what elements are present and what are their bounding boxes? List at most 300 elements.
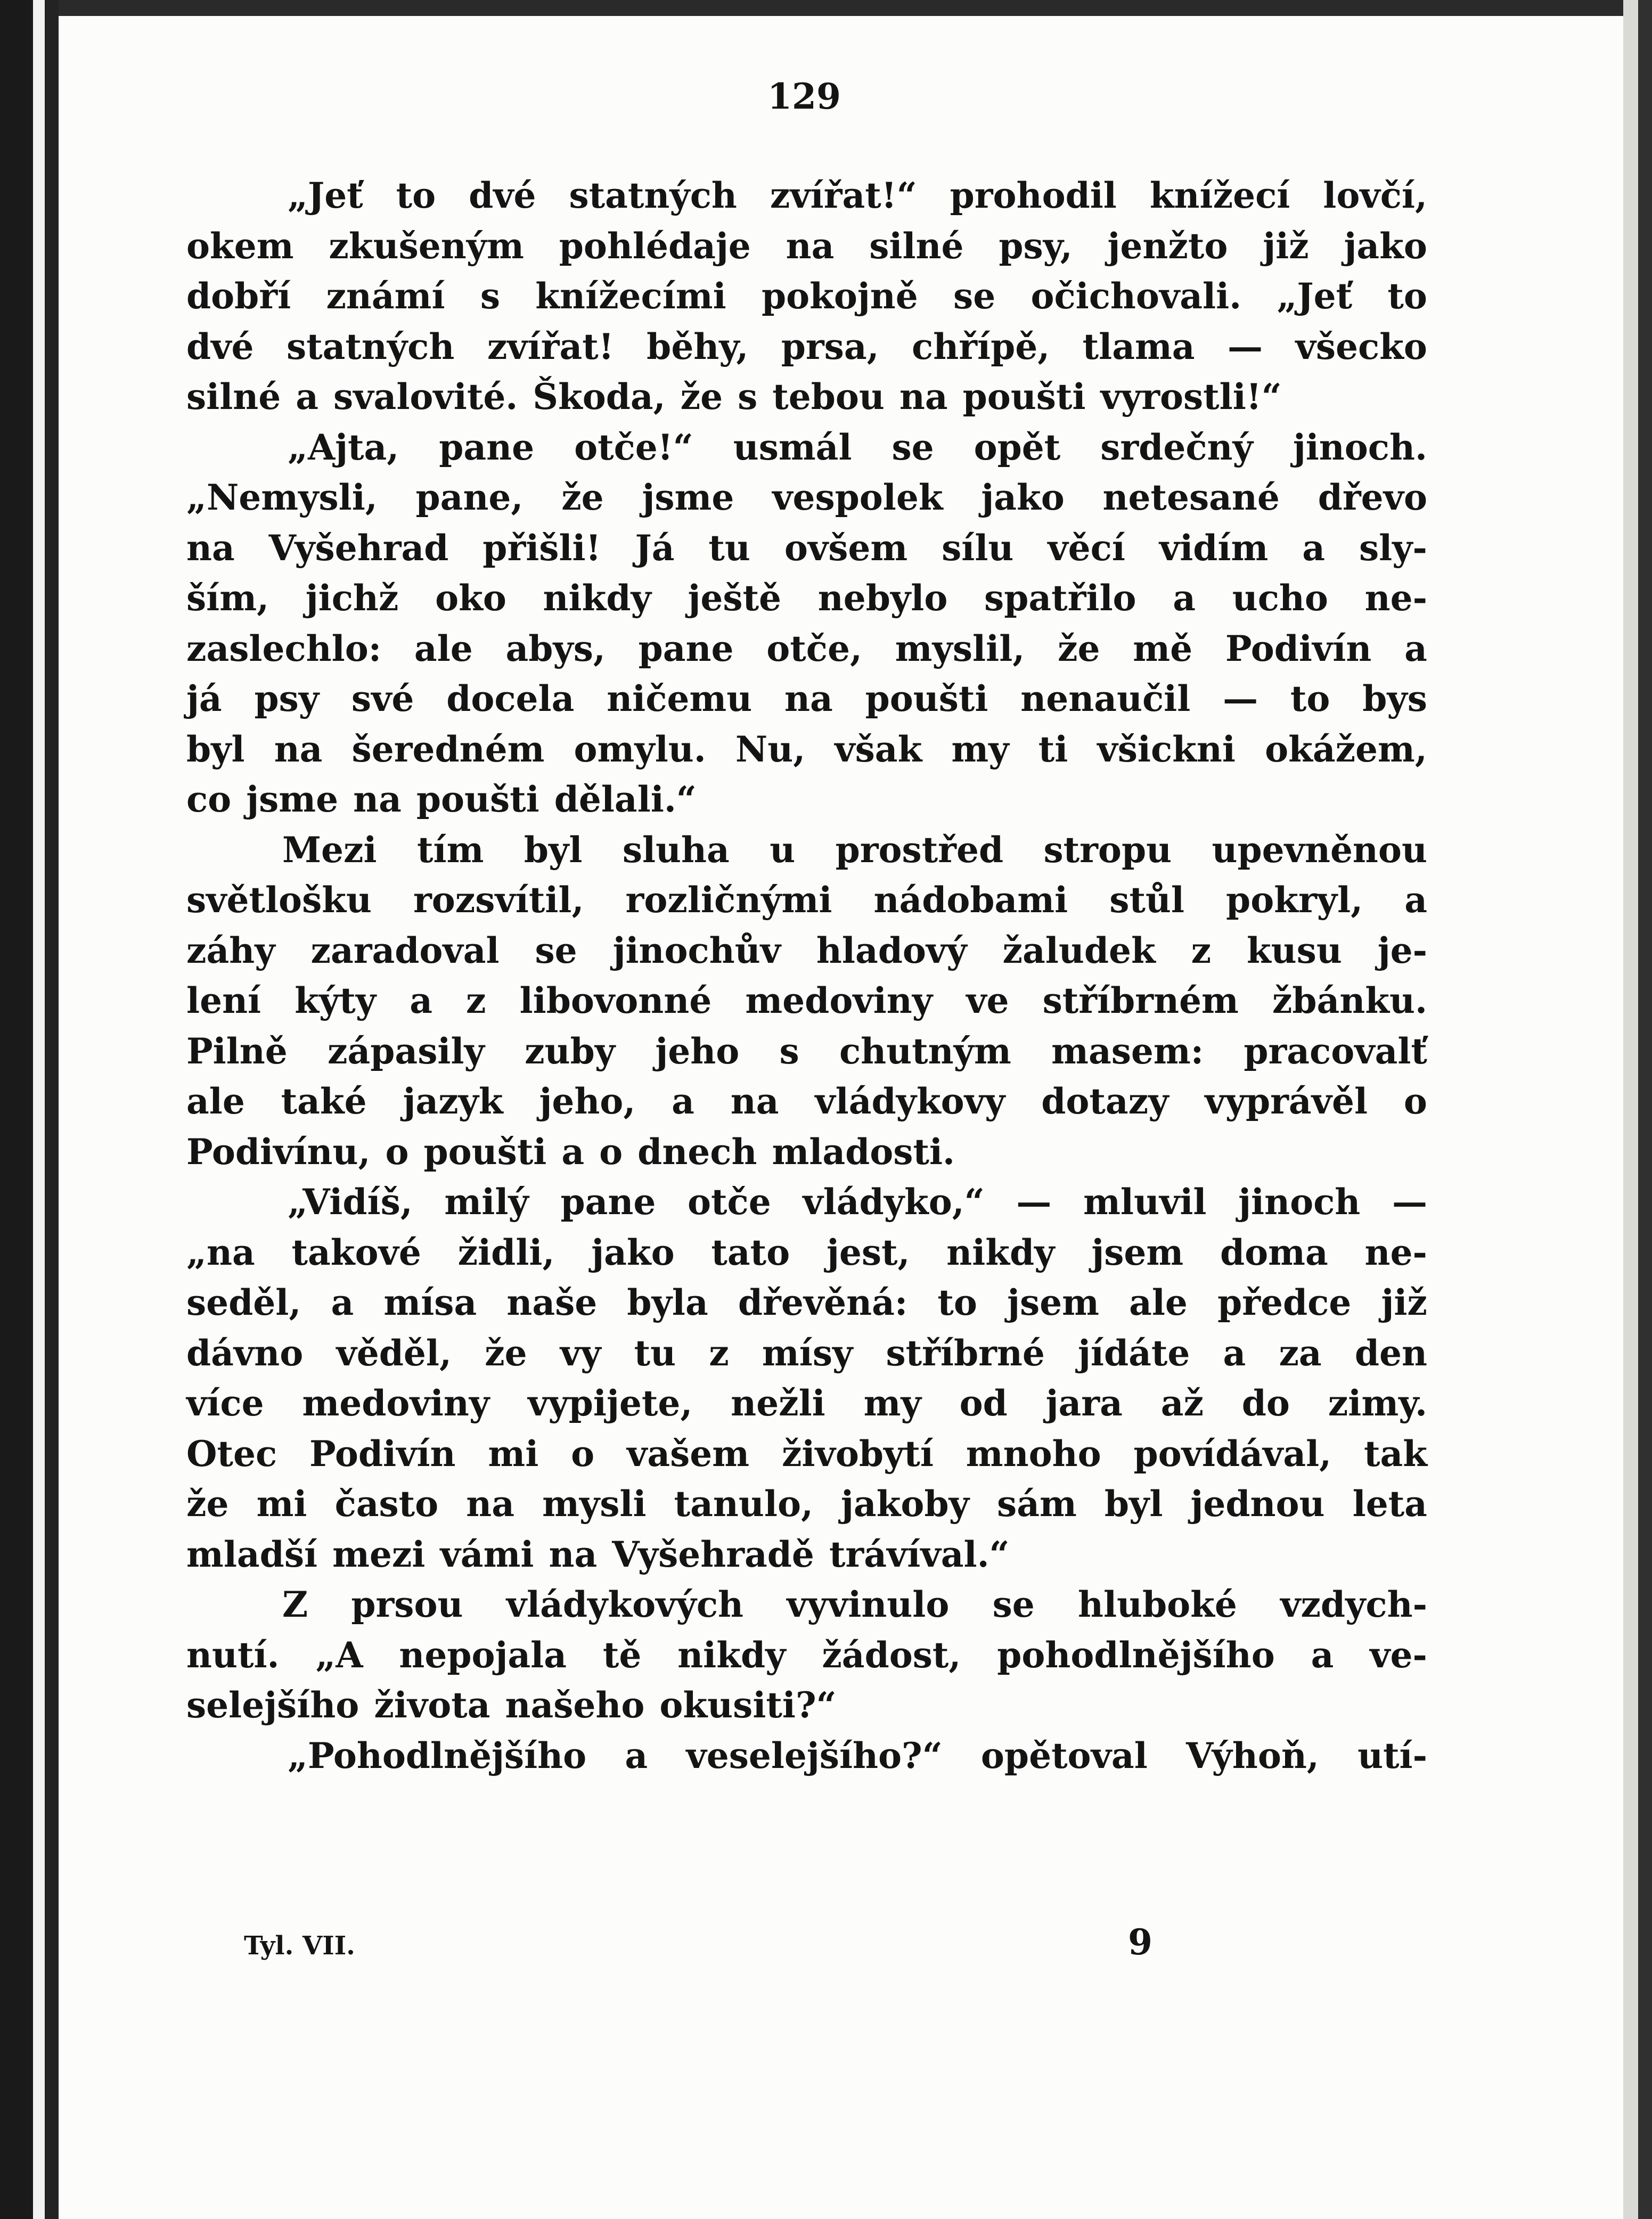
word: jinochův bbox=[612, 929, 781, 971]
word: tě bbox=[602, 1634, 642, 1676]
word: byla bbox=[627, 1282, 708, 1323]
word: ne- bbox=[1364, 577, 1427, 619]
word: všickni bbox=[1097, 728, 1236, 770]
word: „Pohodlnějšího bbox=[288, 1734, 587, 1776]
text-line bbox=[186, 1278, 1427, 1328]
text-line bbox=[186, 422, 1427, 473]
word: prsa, bbox=[781, 325, 879, 367]
word: takové bbox=[291, 1231, 421, 1273]
word: Podivínu, bbox=[186, 1131, 371, 1173]
word: stříbrné bbox=[886, 1332, 1045, 1374]
word: dvé bbox=[469, 175, 536, 216]
word: silné bbox=[186, 376, 281, 417]
word: pane bbox=[638, 627, 734, 669]
word: zuby bbox=[525, 1030, 616, 1072]
word: lení bbox=[186, 980, 261, 1021]
word: opět bbox=[974, 426, 1061, 468]
word: mluvil bbox=[1083, 1181, 1207, 1223]
word: dřevěná: bbox=[738, 1282, 908, 1323]
word: stříbrném bbox=[1042, 980, 1239, 1021]
word: masem: bbox=[1051, 1030, 1204, 1072]
word: našeho bbox=[505, 1684, 645, 1726]
word: poušti bbox=[962, 376, 1086, 417]
word: vyrostli!“ bbox=[1100, 376, 1282, 417]
word: pane, bbox=[415, 477, 524, 518]
word: veselejšího?“ bbox=[686, 1734, 943, 1776]
text-line bbox=[186, 1026, 1427, 1077]
word: seděl, bbox=[186, 1282, 301, 1323]
word: očichovali. bbox=[1031, 275, 1242, 317]
text-line bbox=[186, 271, 1427, 322]
word: mnoho bbox=[966, 1432, 1101, 1475]
word: jako bbox=[981, 477, 1065, 518]
word: a bbox=[1173, 577, 1196, 619]
word: svalovité. bbox=[333, 376, 518, 417]
word: Mezi bbox=[282, 829, 377, 871]
text-line bbox=[186, 825, 1427, 875]
word: Výhoň, bbox=[1185, 1734, 1319, 1776]
word: otče, bbox=[766, 627, 862, 669]
word: již bbox=[1263, 225, 1309, 267]
word: netesané bbox=[1102, 477, 1280, 518]
word: omylu. bbox=[574, 728, 706, 770]
word: židli, bbox=[457, 1231, 555, 1273]
word: nikdy bbox=[946, 1231, 1055, 1273]
word: co bbox=[186, 779, 232, 820]
word: abys, bbox=[505, 627, 606, 669]
word: s bbox=[480, 275, 501, 317]
word: doma bbox=[1220, 1231, 1328, 1273]
word: jazyk bbox=[403, 1080, 503, 1122]
word: jako bbox=[1344, 225, 1427, 267]
word: mezi bbox=[332, 1533, 426, 1575]
word: jenžto bbox=[1107, 225, 1228, 267]
word: šeredném bbox=[351, 728, 545, 770]
word: mi bbox=[488, 1432, 539, 1475]
word: že bbox=[1058, 627, 1100, 669]
word: ucho bbox=[1232, 577, 1328, 619]
text-line bbox=[186, 372, 1427, 422]
word: že bbox=[680, 376, 723, 417]
word: mě bbox=[1133, 627, 1193, 669]
word: je- bbox=[1377, 929, 1427, 971]
word: byl bbox=[186, 728, 245, 770]
word: na bbox=[730, 1080, 779, 1122]
word: otče!“ bbox=[574, 426, 693, 468]
text-line bbox=[186, 624, 1427, 674]
text-line bbox=[186, 472, 1427, 523]
word: nutí. bbox=[186, 1634, 280, 1676]
word: věcí bbox=[1048, 527, 1125, 569]
word: mísa bbox=[383, 1282, 477, 1323]
text-line bbox=[186, 1177, 1427, 1227]
word: světlošku bbox=[186, 879, 372, 921]
word: statných bbox=[569, 175, 737, 216]
word: byl bbox=[524, 829, 583, 871]
word: zaslechlo: bbox=[186, 627, 382, 669]
word: vyvinulo bbox=[787, 1584, 950, 1625]
word: a bbox=[1311, 1634, 1334, 1676]
word: zaradoval bbox=[310, 929, 500, 971]
word: prsou bbox=[351, 1584, 463, 1625]
word: byl bbox=[1104, 1483, 1163, 1525]
word: za bbox=[1279, 1332, 1322, 1374]
page-edge-line bbox=[45, 0, 59, 2219]
word: dávno bbox=[186, 1332, 304, 1374]
word: tanulo, bbox=[674, 1483, 813, 1525]
word: na bbox=[784, 678, 833, 719]
word: upevněnou bbox=[1212, 829, 1427, 871]
word: ti bbox=[1038, 728, 1068, 770]
word: jsem bbox=[1091, 1231, 1184, 1273]
text-line bbox=[186, 322, 1427, 372]
word: vyprávěl bbox=[1205, 1080, 1368, 1122]
word: tím bbox=[417, 829, 484, 871]
word: my bbox=[863, 1382, 921, 1424]
word: od bbox=[959, 1382, 1008, 1424]
word: my bbox=[951, 728, 1009, 770]
word: své bbox=[351, 678, 414, 719]
word: Já bbox=[635, 527, 675, 569]
word: okusiti?“ bbox=[659, 1684, 837, 1726]
word: nenaučil bbox=[1020, 678, 1191, 719]
text-line bbox=[186, 1328, 1427, 1379]
word: prostřed bbox=[835, 829, 1004, 871]
word: dvé bbox=[186, 325, 254, 367]
word: a bbox=[410, 980, 432, 1021]
word: nikdy bbox=[543, 577, 651, 619]
word: vypijete, bbox=[528, 1382, 693, 1424]
word: to bbox=[937, 1282, 977, 1323]
word: jinoch. bbox=[1293, 426, 1427, 468]
word: stropu bbox=[1043, 829, 1172, 871]
body-text bbox=[186, 170, 1427, 1781]
scan-gutter bbox=[33, 0, 45, 2219]
word: dřevo bbox=[1318, 477, 1427, 518]
word: opětoval bbox=[980, 1734, 1148, 1776]
word: tak bbox=[1364, 1432, 1427, 1475]
text-line bbox=[186, 1680, 1427, 1731]
text-line bbox=[186, 1127, 1427, 1177]
word: zvířat!“ bbox=[770, 175, 917, 216]
text-line bbox=[186, 976, 1427, 1026]
word: zkušeným bbox=[329, 225, 524, 267]
word: pohlédaje bbox=[559, 225, 751, 267]
word: do bbox=[1241, 1382, 1290, 1424]
word: mi bbox=[256, 1483, 307, 1525]
word: známí bbox=[326, 275, 445, 317]
word: že bbox=[561, 477, 604, 518]
word: a bbox=[561, 1131, 585, 1173]
word: okem bbox=[186, 225, 294, 267]
word: hluboké bbox=[1077, 1584, 1237, 1625]
word: zimy. bbox=[1328, 1382, 1427, 1424]
word: poušti bbox=[423, 1131, 547, 1173]
word: jichž bbox=[305, 577, 399, 619]
word: na bbox=[786, 225, 835, 267]
word: na bbox=[353, 779, 402, 820]
word: dělali.“ bbox=[554, 779, 697, 820]
word: pohodlnějšího bbox=[997, 1634, 1275, 1676]
word: já bbox=[186, 678, 222, 719]
word: sly- bbox=[1359, 527, 1427, 569]
word: živobytí bbox=[781, 1432, 934, 1475]
word: s bbox=[779, 1030, 799, 1072]
word: jeho, bbox=[539, 1080, 636, 1122]
word: rozličnými bbox=[625, 879, 832, 921]
word: — bbox=[1228, 325, 1263, 367]
word: jídáte bbox=[1078, 1332, 1190, 1374]
text-line bbox=[186, 926, 1427, 976]
printer-signature: Tyl. VII. bbox=[244, 1931, 355, 1961]
word: sám bbox=[997, 1483, 1077, 1525]
word: tu bbox=[708, 527, 750, 569]
word: věděl, bbox=[336, 1332, 452, 1374]
word: „Jeť bbox=[288, 175, 363, 216]
word: a bbox=[1404, 627, 1427, 669]
text-line bbox=[186, 875, 1427, 926]
text-line bbox=[186, 674, 1427, 724]
word: ale bbox=[414, 627, 473, 669]
word: leta bbox=[1352, 1483, 1427, 1525]
word: také bbox=[281, 1080, 367, 1122]
word: o bbox=[599, 1131, 623, 1173]
word: Vyšehradě bbox=[612, 1533, 814, 1575]
word: „na bbox=[186, 1231, 255, 1273]
word: u bbox=[770, 829, 796, 871]
word: ale bbox=[186, 1080, 245, 1122]
word: nepojala bbox=[399, 1634, 567, 1676]
page-number: 129 bbox=[767, 76, 841, 117]
word: naše bbox=[506, 1282, 598, 1323]
word: medoviny bbox=[745, 980, 933, 1021]
text-line bbox=[186, 724, 1427, 775]
word: Škoda, bbox=[533, 376, 666, 417]
word: bys bbox=[1362, 678, 1427, 719]
word: nebylo bbox=[817, 577, 948, 619]
word: sluha bbox=[622, 829, 730, 871]
word: povídával, bbox=[1133, 1432, 1332, 1475]
word: Pilně bbox=[186, 1030, 288, 1072]
word: jeho bbox=[655, 1030, 740, 1072]
text-line bbox=[186, 221, 1427, 272]
word: to bbox=[396, 175, 436, 216]
word: tlama bbox=[1082, 325, 1195, 367]
word: chutným bbox=[839, 1030, 1011, 1072]
word: nikdy bbox=[677, 1634, 786, 1676]
text-line bbox=[186, 1579, 1427, 1630]
word: vámi bbox=[440, 1533, 534, 1575]
word: že bbox=[485, 1332, 527, 1374]
word: mladší bbox=[186, 1533, 318, 1575]
text-line bbox=[186, 170, 1427, 221]
word: Otec bbox=[186, 1432, 277, 1475]
word: „Jeť bbox=[1277, 275, 1353, 317]
scan-border-right bbox=[1638, 0, 1652, 2219]
word: žbánku. bbox=[1272, 980, 1427, 1021]
word: ším, bbox=[186, 577, 269, 619]
word: přišli! bbox=[482, 527, 601, 569]
word: ničemu bbox=[607, 678, 753, 719]
word: „A bbox=[315, 1634, 363, 1676]
word: jednou bbox=[1190, 1483, 1325, 1525]
word: na bbox=[466, 1483, 515, 1525]
word: žádost, bbox=[822, 1634, 961, 1676]
word: vládyko,“ bbox=[803, 1181, 985, 1223]
word: prohodil bbox=[950, 175, 1117, 216]
word: to bbox=[1290, 678, 1330, 719]
word: se bbox=[892, 426, 934, 468]
word: usmál bbox=[733, 426, 852, 468]
word: tebou bbox=[772, 376, 885, 417]
word: oko bbox=[435, 577, 506, 619]
word: ještě bbox=[688, 577, 782, 619]
word: „Vidíš, bbox=[288, 1181, 413, 1223]
word: psy bbox=[254, 678, 320, 719]
word: jako bbox=[591, 1231, 675, 1273]
word: jsem bbox=[1007, 1282, 1099, 1323]
word: medoviny bbox=[302, 1382, 490, 1424]
text-line bbox=[186, 1076, 1427, 1127]
word: kýty bbox=[295, 980, 377, 1021]
word: otče bbox=[688, 1181, 771, 1223]
word: pane bbox=[439, 426, 535, 468]
word: až bbox=[1160, 1382, 1204, 1424]
signature-number: 9 bbox=[1128, 1921, 1152, 1963]
word: ovšem bbox=[784, 527, 908, 569]
word: hladový bbox=[816, 929, 967, 971]
word: rozsvítil, bbox=[413, 879, 584, 921]
word: na bbox=[549, 1533, 598, 1575]
word: mysli bbox=[542, 1483, 647, 1525]
text-line bbox=[186, 774, 1427, 825]
word: z bbox=[466, 980, 486, 1021]
word: jara bbox=[1045, 1382, 1123, 1424]
word: pokryl, bbox=[1226, 879, 1363, 921]
text-line bbox=[186, 1529, 1427, 1580]
word: záhy bbox=[186, 929, 275, 971]
word: že bbox=[186, 1483, 229, 1525]
word: docela bbox=[446, 678, 575, 719]
word: selejšího bbox=[186, 1684, 359, 1726]
word: okážem, bbox=[1265, 728, 1427, 770]
word: o bbox=[385, 1131, 409, 1173]
word: žaludek bbox=[1002, 929, 1156, 971]
word: z bbox=[709, 1332, 729, 1374]
text-line bbox=[186, 1479, 1427, 1529]
word: silné bbox=[869, 225, 964, 267]
word: se bbox=[535, 929, 577, 971]
word: z bbox=[1191, 929, 1212, 971]
word: stůl bbox=[1109, 879, 1184, 921]
word: myslil, bbox=[895, 627, 1025, 669]
word: a bbox=[1223, 1332, 1246, 1374]
word: tu bbox=[634, 1332, 676, 1374]
scan-border-top bbox=[0, 0, 1652, 16]
word: nádobami bbox=[873, 879, 1068, 921]
word: „Ajta, bbox=[288, 426, 399, 468]
word: tato bbox=[711, 1231, 790, 1273]
word: ve bbox=[966, 980, 1009, 1021]
word: milý bbox=[444, 1181, 529, 1223]
word: a bbox=[625, 1734, 648, 1776]
word: poušti bbox=[416, 779, 539, 820]
word: vespolek bbox=[772, 477, 943, 518]
word: spatřilo bbox=[984, 577, 1136, 619]
word: a bbox=[1404, 879, 1427, 921]
word: vzdych- bbox=[1280, 1584, 1427, 1625]
word: nežli bbox=[731, 1382, 825, 1424]
word: o bbox=[571, 1432, 595, 1475]
word: utí- bbox=[1357, 1734, 1427, 1776]
word: sílu bbox=[942, 527, 1014, 569]
word: psy, bbox=[999, 225, 1073, 267]
word: jest, bbox=[826, 1231, 910, 1273]
word: jakoby bbox=[841, 1483, 969, 1525]
word: se bbox=[953, 275, 996, 317]
word: mísy bbox=[762, 1332, 853, 1374]
text-line bbox=[186, 1429, 1427, 1479]
word: se bbox=[992, 1584, 1035, 1625]
word: „Nemysli, bbox=[186, 477, 378, 518]
word: pokojně bbox=[761, 275, 918, 317]
word: Nu, bbox=[735, 728, 806, 770]
word: Vyšehrad bbox=[268, 527, 449, 569]
word: knížecí bbox=[1149, 175, 1290, 216]
text-line bbox=[186, 573, 1427, 624]
text-line bbox=[186, 1731, 1427, 1781]
word: — bbox=[1223, 678, 1258, 719]
word: často bbox=[334, 1483, 439, 1525]
text-line bbox=[186, 1378, 1427, 1429]
word: dotazy bbox=[1041, 1080, 1169, 1122]
text-line bbox=[186, 1227, 1427, 1278]
word: pracovalť bbox=[1244, 1030, 1427, 1072]
word: na bbox=[274, 728, 323, 770]
word: Podivín bbox=[309, 1432, 456, 1475]
word: běhy, bbox=[647, 325, 749, 367]
word: na bbox=[899, 376, 948, 417]
word: ne- bbox=[1364, 1231, 1427, 1273]
word: — bbox=[1392, 1181, 1427, 1223]
word: libovonné bbox=[519, 980, 712, 1021]
word: všecko bbox=[1295, 325, 1427, 367]
word: zvířat! bbox=[487, 325, 614, 367]
word: vy bbox=[560, 1332, 601, 1374]
word: ve- bbox=[1370, 1634, 1427, 1676]
word: mladosti. bbox=[772, 1131, 955, 1173]
word: chřípě, bbox=[912, 325, 1050, 367]
word: kusu bbox=[1246, 929, 1342, 971]
word: a bbox=[672, 1080, 694, 1122]
word: jinoch bbox=[1238, 1181, 1361, 1223]
word: života bbox=[374, 1684, 490, 1726]
word: dnech bbox=[637, 1131, 757, 1173]
word: a bbox=[331, 1282, 354, 1323]
word: však bbox=[835, 728, 922, 770]
word: vašem bbox=[627, 1432, 750, 1475]
word: statných bbox=[286, 325, 455, 367]
word: ale bbox=[1129, 1282, 1188, 1323]
word: vládykových bbox=[506, 1584, 743, 1625]
word: vidím bbox=[1159, 527, 1269, 569]
word: poušti bbox=[865, 678, 988, 719]
word: to bbox=[1387, 275, 1427, 317]
word: lovčí, bbox=[1323, 175, 1427, 216]
word: Z bbox=[282, 1584, 308, 1625]
word: jsme bbox=[642, 477, 734, 518]
word: vládykovy bbox=[815, 1080, 1005, 1122]
